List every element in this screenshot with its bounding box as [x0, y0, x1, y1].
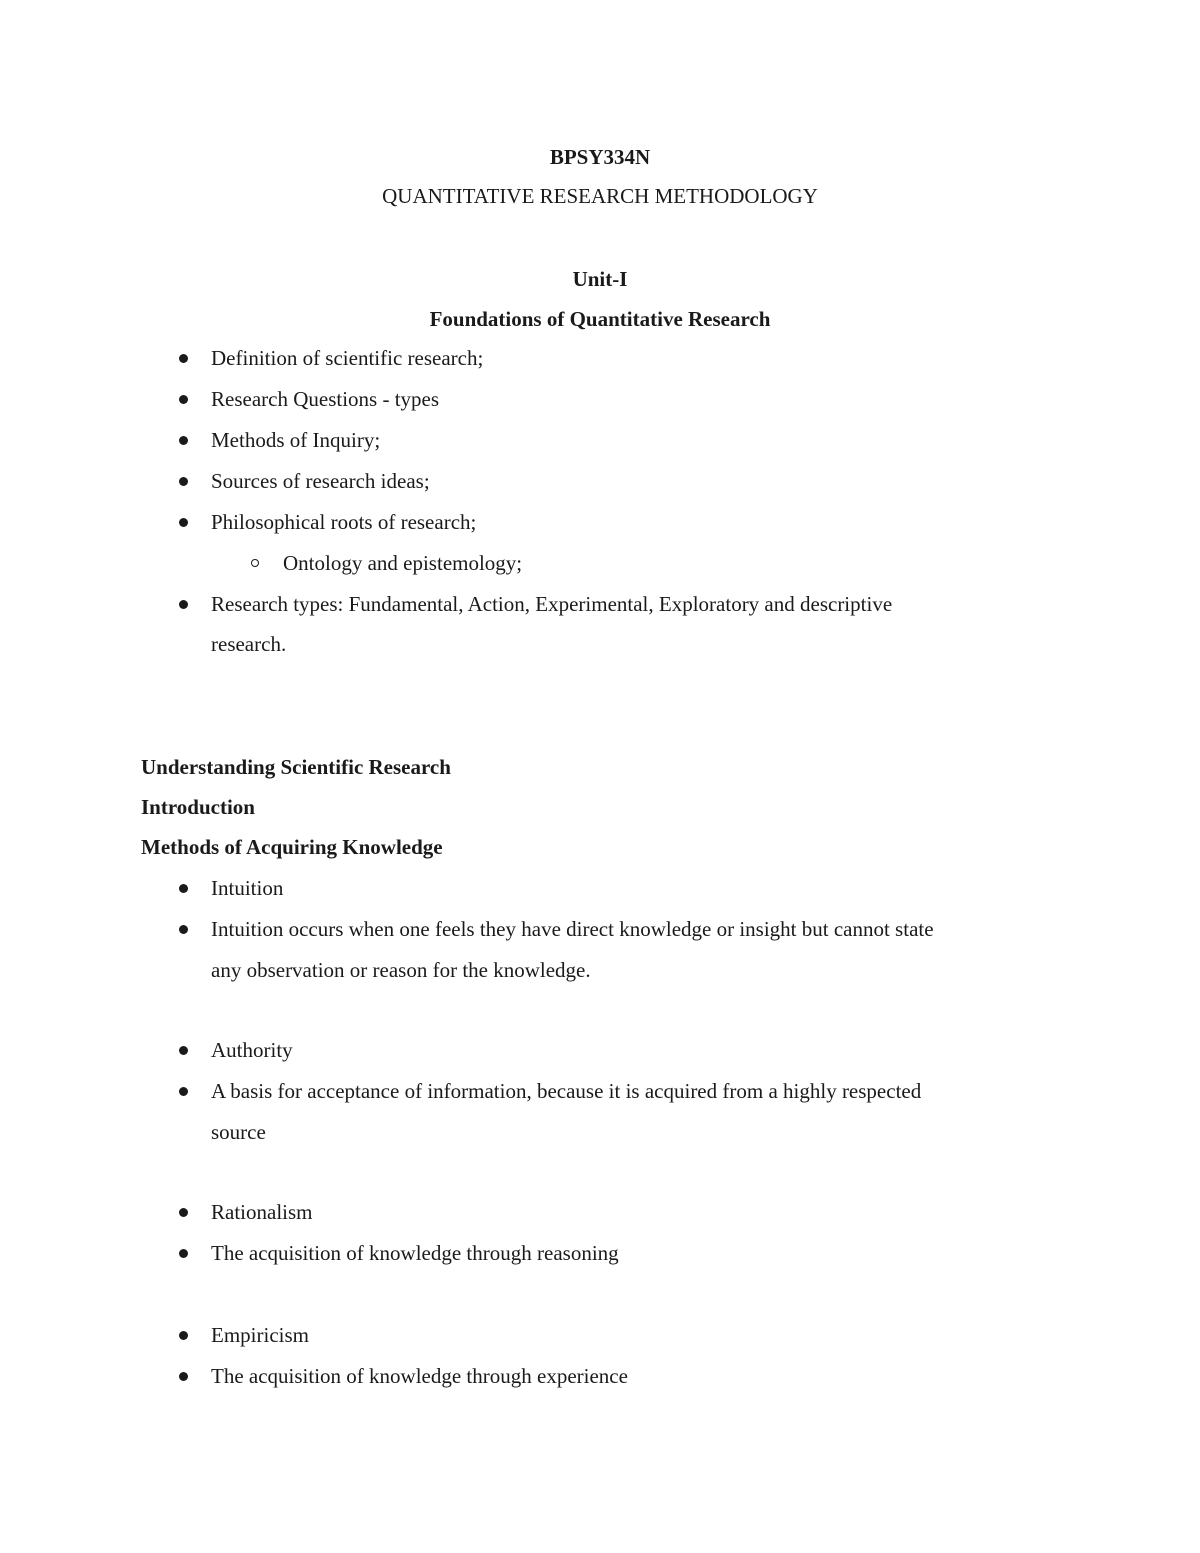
bullet-icon	[179, 1087, 188, 1096]
bullet-icon	[179, 1249, 188, 1258]
bullet-icon	[179, 925, 188, 934]
unit-label: Unit-I	[572, 267, 628, 291]
hollow-bullet-icon	[251, 559, 259, 567]
bullet-icon	[179, 1046, 188, 1055]
list-item-text-continued: any observation or reason for the knowledge.	[211, 958, 591, 982]
bullet-icon	[179, 518, 188, 527]
list-item-text: Rationalism	[211, 1200, 313, 1224]
list-item-text: Research Questions - types	[211, 387, 440, 411]
course-title: QUANTITATIVE RESEARCH METHODOLOGY	[382, 184, 818, 208]
list-item-text: Intuition occurs when one feels they have direct knowledge or insight but cannot state	[211, 917, 934, 941]
list-item-text: The acquisition of knowledge through reasoning	[211, 1241, 619, 1265]
list-item-text-continued: source	[211, 1120, 266, 1144]
list-item-text: Philosophical roots of research;	[211, 510, 477, 534]
list-item-text: Authority	[211, 1038, 293, 1062]
list-item-text: Intuition	[211, 876, 284, 900]
bullet-icon	[179, 884, 188, 893]
list-item-text-continued: research.	[211, 632, 287, 656]
list-item-text: The acquisition of knowledge through experience	[211, 1364, 628, 1388]
list-item-text: Research types: Fundamental, Action, Experimental, Exploratory and descriptive	[211, 592, 893, 616]
list-item-text: Sources of research ideas;	[211, 469, 430, 493]
bullet-icon	[179, 436, 188, 445]
bullet-icon	[179, 477, 188, 486]
section-heading: Understanding Scientific Research	[141, 755, 451, 779]
bullet-icon	[179, 1208, 188, 1217]
list-item-text: A basis for acceptance of information, because it is acquired from a highly respected	[211, 1079, 922, 1103]
bullet-icon	[179, 354, 188, 363]
list-item-text: Definition of scientific research;	[211, 346, 484, 370]
bullet-icon	[179, 600, 188, 609]
bullet-icon	[179, 1331, 188, 1340]
bullet-icon	[179, 395, 188, 404]
course-code: BPSY334N	[549, 145, 651, 169]
list-item-text: Empiricism	[211, 1323, 309, 1347]
list-item-text: Ontology and epistemology;	[283, 551, 523, 575]
unit-title: Foundations of Quantitative Research	[429, 307, 771, 331]
list-item-text: Methods of Inquiry;	[211, 428, 381, 452]
methods-heading: Methods of Acquiring Knowledge	[141, 835, 443, 859]
bullet-icon	[179, 1372, 188, 1381]
intro-heading: Introduction	[141, 795, 255, 819]
